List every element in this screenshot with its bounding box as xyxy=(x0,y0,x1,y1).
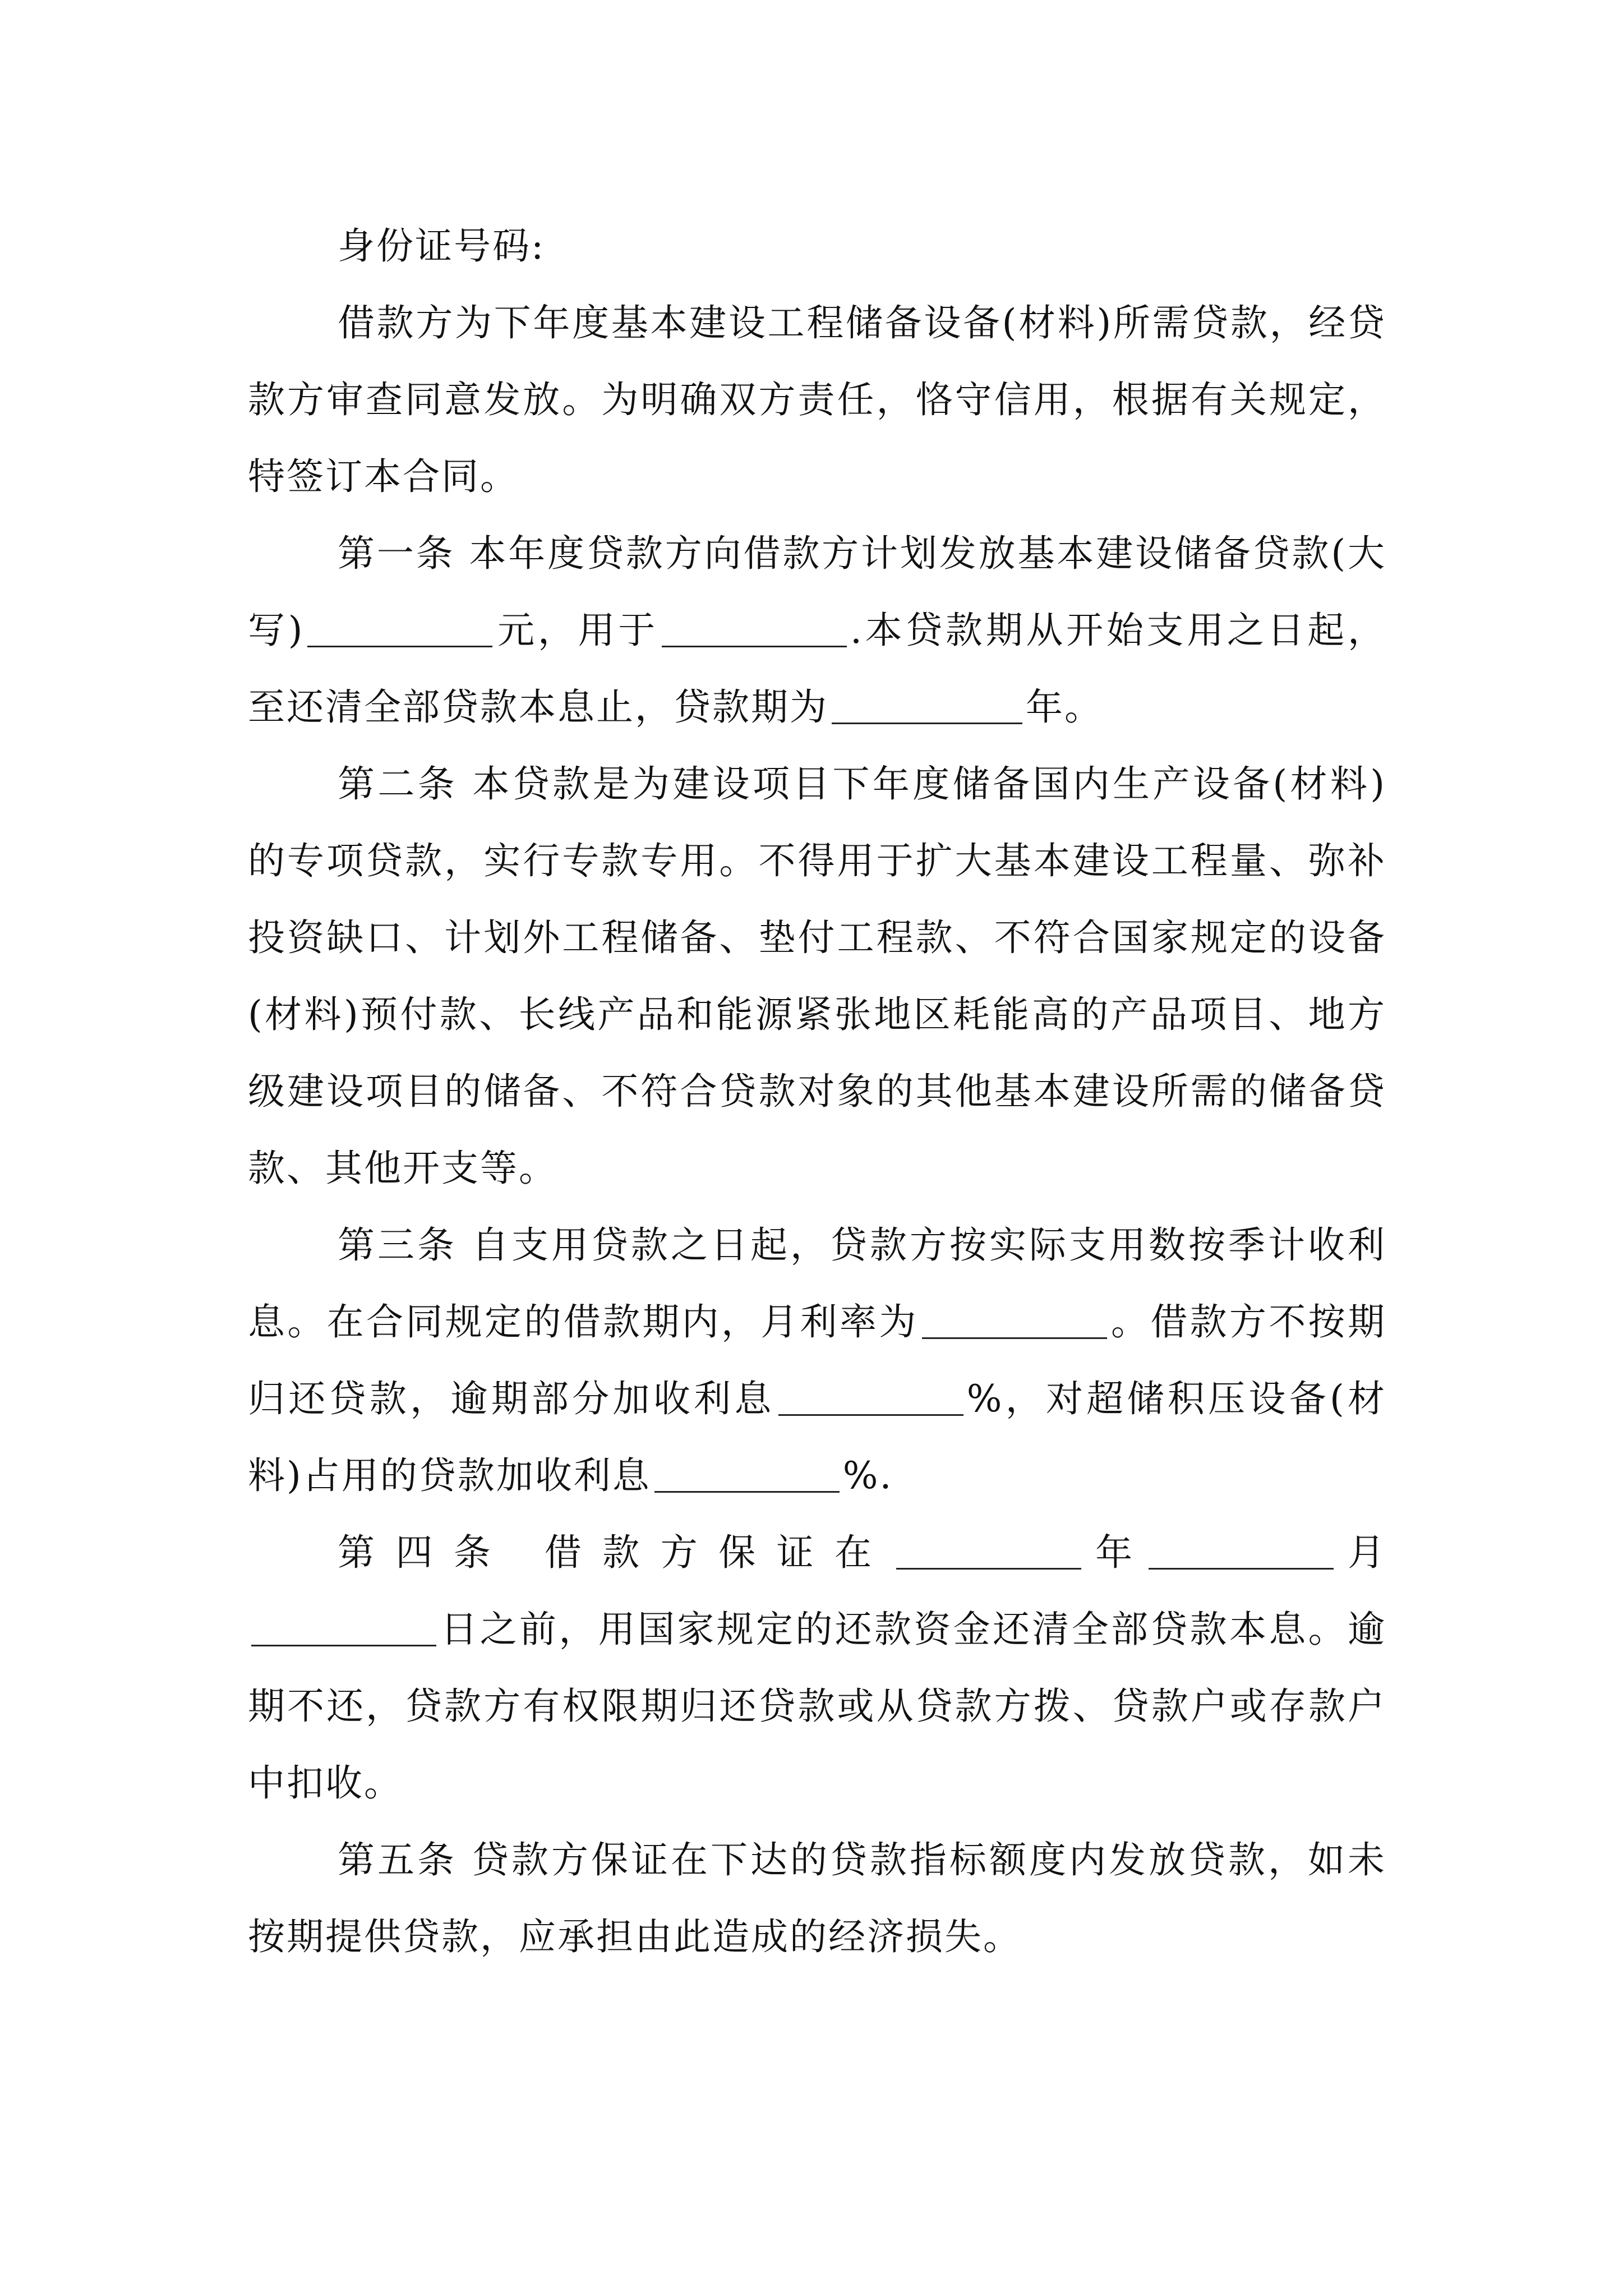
loan-term-blank[interactable] xyxy=(832,685,1022,724)
clause-three-text-4: %. xyxy=(842,1454,893,1497)
clause-one-text-4: 年。 xyxy=(1026,685,1103,729)
contract-page xyxy=(248,208,1386,1975)
clause-three-text-3: %，对超储积压设备(材料)占用的贷款加收利息 xyxy=(248,1377,1387,1497)
clause-four-text-2: 年 xyxy=(1084,1531,1145,1574)
monthly-rate-blank[interactable] xyxy=(922,1300,1107,1339)
repay-month-blank[interactable] xyxy=(1149,1531,1334,1570)
clause-three-text-1: 第三条 自支用贷款之日起，贷款方按实际支用数按季计收利息。在合同规定的借款期内，月利率为 xyxy=(248,1223,1386,1343)
clause-four-text-3: 月 xyxy=(1336,1531,1387,1574)
clause-four-text-1: 第四条 借款方保证在 xyxy=(338,1531,893,1574)
overdue-interest-blank[interactable] xyxy=(778,1377,963,1416)
id-number-label: 身份证号码: xyxy=(338,224,546,268)
amount-blank[interactable] xyxy=(307,609,492,647)
clause-one-text-1: 第一条 本年度贷款方向借款方计划发放基本建设储备贷款(大写) xyxy=(248,532,1386,652)
repay-year-blank[interactable] xyxy=(896,1531,1081,1570)
clause-five: 第五条 贷款方保证在下达的贷款指标额度内发放贷款，如未按期提供贷款，应承担由此造成的经济损失。 xyxy=(248,1838,1386,1958)
repay-day-blank[interactable] xyxy=(251,1608,436,1646)
clause-three xyxy=(248,1207,1386,1514)
clause-one-text-3: .本贷款期从开始支用之日起，至还清全部贷款本息止，贷款期为 xyxy=(248,609,1387,729)
clause-one xyxy=(248,515,1386,746)
clause-four xyxy=(248,1514,1386,1821)
purpose-blank[interactable] xyxy=(662,609,847,647)
clause-two: 第二条 本贷款是为建设项目下年度储备国内生产设备(材料)的专项贷款，实行专款专用。不得用于扩大基本建设工程量、弥补投资缺口、计划外工程储备、垫付工程款、不符合国家规定的设备(材料)预付款、长线产品和能源紧张地区耗能高的产品项目、地方级建设项目的储备、不符合贷款对象的其他基本建设所需的储备贷款、其他开支等。 xyxy=(248,762,1386,1190)
clause-four-text-4: 日之前，用国家规定的还款资金还清全部贷款本息。逾期不还，贷款方有权限期归还贷款或从贷款方拨、贷款户或存款户中扣收。 xyxy=(248,1608,1386,1805)
overstock-interest-blank[interactable] xyxy=(654,1454,840,1493)
intro-paragraph: 借款方为下年度基本建设工程储备设备(材料)所需贷款，经贷款方审查同意发放。为明确双方责任，恪守信用，根据有关规定，特签订本合同。 xyxy=(248,301,1386,498)
clause-one-text-2: 元，用于 xyxy=(496,609,658,652)
clause-three-text-2: 。借款方不按期归还贷款，逾期部分加收利息 xyxy=(248,1300,1387,1420)
